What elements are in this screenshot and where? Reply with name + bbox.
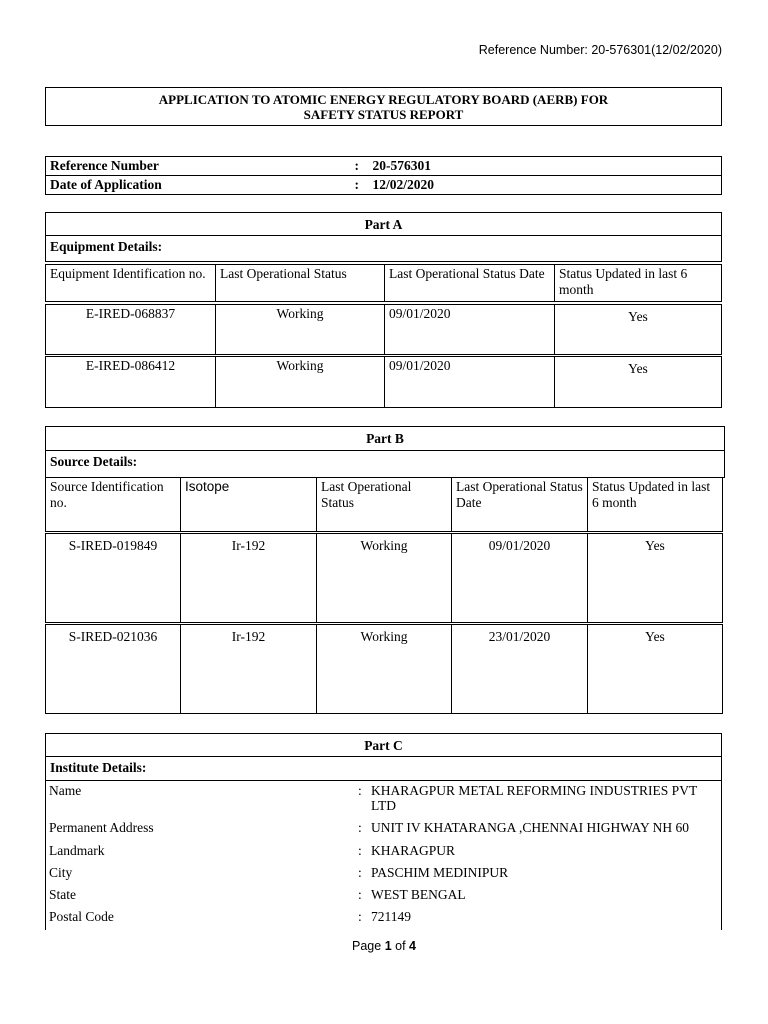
equipment-status: Working [216, 305, 385, 355]
date-value: 12/02/2020 [369, 176, 722, 195]
page-footer [0, 939, 768, 953]
field-label: State [49, 887, 76, 902]
reference-header: Reference Number: 20-576301(12/02/2020) [478, 43, 722, 57]
field-colon: : [358, 887, 362, 902]
field-value: 721149 [371, 909, 411, 924]
source-col-updated: Status Updated in last 6 month [588, 478, 723, 532]
source-col-isotope: Isotope [181, 478, 317, 532]
ref-label: Reference Number [50, 158, 159, 173]
field-colon: : [358, 783, 362, 798]
field-colon: : [358, 909, 362, 924]
ref-colon: : [354, 158, 359, 173]
part-b-title: Part B [45, 426, 725, 451]
ref-row-number [46, 157, 722, 176]
source-col-date: Last Operational Status Date [452, 478, 588, 532]
source-date: 09/01/2020 [452, 534, 588, 623]
title-line-1: APPLICATION TO ATOMIC ENERGY REGULATORY BOARD (AERB) FOR [158, 92, 609, 107]
equipment-col-updated: Status Updated in last 6 month [555, 265, 722, 302]
field-label: Permanent Address [49, 820, 154, 835]
institute-field-name [49, 783, 719, 813]
institute-field-state [49, 887, 719, 902]
table-row [46, 305, 722, 355]
field-colon: : [358, 820, 362, 835]
institute-details [45, 780, 722, 930]
table-row [46, 534, 723, 623]
equipment-col-id: Equipment Identification no. [46, 265, 216, 302]
field-label: City [49, 865, 73, 880]
field-value: KHARAGPUR METAL REFORMING INDUSTRIES PVT LTD [371, 783, 697, 813]
equipment-date: 09/01/2020 [385, 305, 555, 355]
ref-value: 20-576301 [372, 158, 431, 173]
equipment-updated: Yes [555, 357, 722, 408]
source-col-status: Last Operational Status [317, 478, 452, 532]
source-col-id: Source Identification no. [46, 478, 181, 532]
field-colon: : [358, 865, 362, 880]
equipment-id: E-IRED-068837 [46, 305, 216, 355]
equipment-col-status: Last Operational Status [216, 265, 385, 302]
document-title [45, 87, 722, 126]
source-id: S-IRED-019849 [46, 534, 181, 623]
field-value: KHARAGPUR [371, 843, 456, 858]
ref-row-date [46, 176, 722, 195]
field-value: UNIT IV KHATARANGA ,CHENNAI HIGHWAY NH 60 [371, 820, 690, 835]
table-row [46, 357, 722, 408]
source-updated: Yes [588, 534, 723, 623]
equipment-id: E-IRED-086412 [46, 357, 216, 408]
field-colon: : [358, 843, 362, 858]
equipment-status: Working [216, 357, 385, 408]
source-isotope: Ir-192 [181, 625, 317, 714]
field-label: Name [49, 783, 82, 798]
field-value: PASCHIM MEDINIPUR [371, 865, 509, 880]
field-label: Landmark [49, 843, 105, 858]
part-a-subtitle: Equipment Details: [45, 235, 722, 262]
date-label: Date of Application [46, 176, 351, 195]
field-label: Postal Code [49, 909, 114, 924]
part-c-subtitle: Institute Details: [45, 756, 722, 781]
source-status: Working [317, 625, 452, 714]
equipment-header-table [45, 264, 722, 302]
title-line-2: SAFETY STATUS REPORT [303, 107, 464, 122]
equipment-row-table [45, 304, 722, 355]
institute-field-postal-code [49, 909, 719, 924]
date-colon: : [351, 176, 369, 195]
table-row [46, 625, 723, 714]
page-word: Page [352, 939, 382, 953]
of-word: of [395, 939, 406, 953]
page-total: 4 [409, 939, 416, 953]
source-id: S-IRED-021036 [46, 625, 181, 714]
equipment-col-date: Last Operational Status Date [385, 265, 555, 302]
part-a-title: Part A [45, 212, 722, 236]
reference-info-table [45, 156, 722, 195]
part-b-subtitle: Source Details: [45, 450, 725, 478]
source-isotope: Ir-192 [181, 534, 317, 623]
field-value: WEST BENGAL [371, 887, 466, 902]
source-header-table [45, 477, 723, 532]
source-status: Working [317, 534, 452, 623]
source-row-table [45, 624, 723, 714]
equipment-updated: Yes [555, 305, 722, 355]
source-row-table [45, 533, 723, 623]
source-updated: Yes [588, 625, 723, 714]
page-number: 1 [384, 939, 392, 953]
institute-field-address [49, 820, 719, 835]
institute-field-landmark [49, 843, 719, 858]
institute-field-city [49, 865, 719, 880]
equipment-row-table [45, 356, 722, 408]
equipment-date: 09/01/2020 [385, 357, 555, 408]
source-date: 23/01/2020 [452, 625, 588, 714]
part-c-title: Part C [45, 733, 722, 757]
